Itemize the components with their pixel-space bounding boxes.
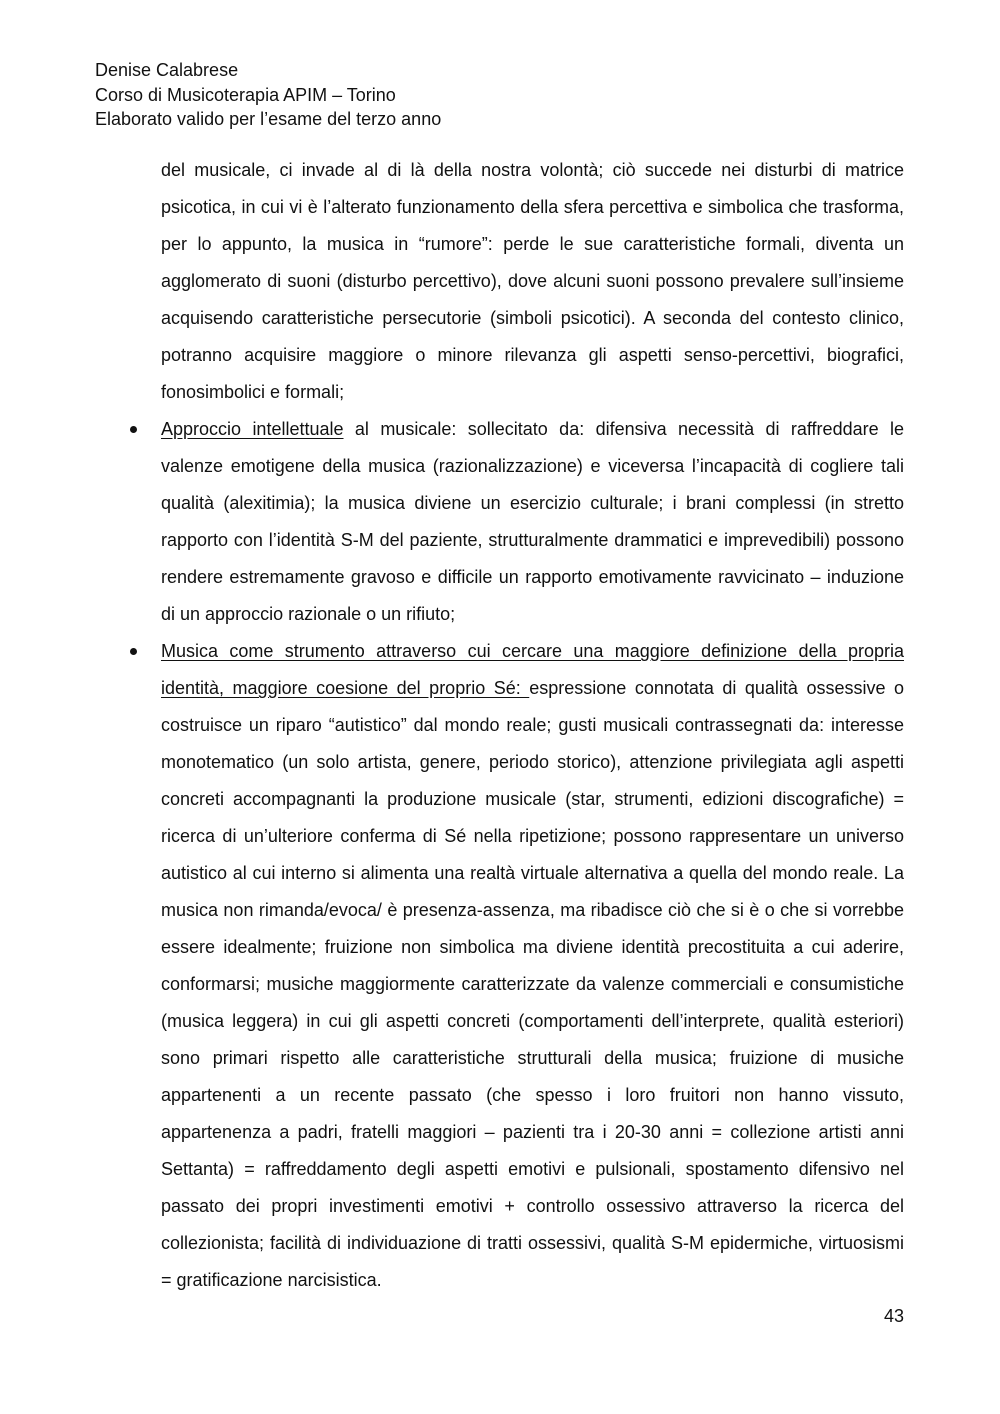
header-author: Denise Calabrese [95, 60, 239, 80]
header-course: Corso di Musicoterapia APIM – Torino [95, 84, 396, 105]
intro-paragraph: del musicale, ci invade al di là della nostra volontà; ciò succede nei disturbi di matrice psicotica, in cui vi è l’alterato funzionamento della sfera percettiva e simbolica che trasforma, per lo appunto, la musica in “rumore”: perde le sue caratteristiche formali, diventa un agglomerato di suoni (disturbo percettivo), dove alcuni suoni possono prevalere sull’insieme acquisendo caratteristiche persecutorie (simboli psicotici). A seconda del contesto clinico, potranno acquisire maggiore o minore rilevanza gli aspetti senso-percettivi, biografici, fonosimbolici e formali; [161, 160, 904, 402]
list-item-heading: Musica come strumento attraverso cui cercare una maggiore definizione della propria identità, maggiore coesione del proprio Sé: [161, 641, 904, 698]
list-item [161, 411, 904, 633]
list-item-heading: Approccio intellettuale [161, 419, 344, 439]
page-header [95, 58, 441, 132]
list-item [161, 633, 904, 1299]
list-item-text: espressione connotata di qualità ossessive o costruisce un riparo “autistico” dal mondo reale; gusti musicali contrassegnati da: interesse monotematico (un solo artista, genere, periodo storico), attenzione privilegiata agli aspetti concreti accompagnanti la produzione musicale (star, strumenti, edizioni discografiche) = ricerca di un’ulteriore conferma di Sé nella ripetizione; possono rappresentare un universo autistico al cui interno si alimenta una realtà virtuale alternativa a quella del mondo reale. La musica non rimanda/evoca/ è presenza-assenza, ma ribadisce ciò che si è o che si vorrebbe essere idealmente; fruizione non simbolica ma diviene identità precostituita a cui aderire, conformarsi; musiche maggiormente caratterizzate da valenze commerciali e consumistiche (musica leggera) in cui gli aspetti concreti (comportamenti dell’interprete, qualità esteriori) sono primari rispetto alle caratteristiche strutturali della musica; fruizione di musiche appartenenti a un recente passato (che spesso i loro fruitori non hanno vissuto, appartenenza a padri, fratelli maggiori – pazienti tra i 20-30 anni = collezione artisti anni Settanta) = raffreddamento degli aspetti emotivi e pulsionali, spostamento difensivo nel passato dei propri investimenti emotivi + controllo ossessivo attraverso la ricerca del collezionista; facilità di individuazione di tratti ossessivi, qualità S-M epidermiche, virtuosismi = gratificazione narcisistica. [161, 678, 904, 1290]
page-body [161, 152, 904, 1299]
list-item-text: al musicale: sollecitato da: difensiva necessità di raffreddare le valenze emotigene della musica (razionalizzazione) e viceversa l’incapacità di cogliere tali qualità (alexitimia); la musica diviene un esercizio culturale; i brani complessi (in stretto rapporto con l’identità S-M del paziente, strutturalmente drammatici e imprevedibili) possono rendere estremamente gravoso e difficile un rapporto emotivamente ravvicinato – induzione di un approccio razionale o un rifiuto; [161, 419, 905, 624]
header-note: Elaborato valido per l’esame del terzo anno [95, 109, 442, 129]
page-number: 43 [883, 1306, 904, 1326]
